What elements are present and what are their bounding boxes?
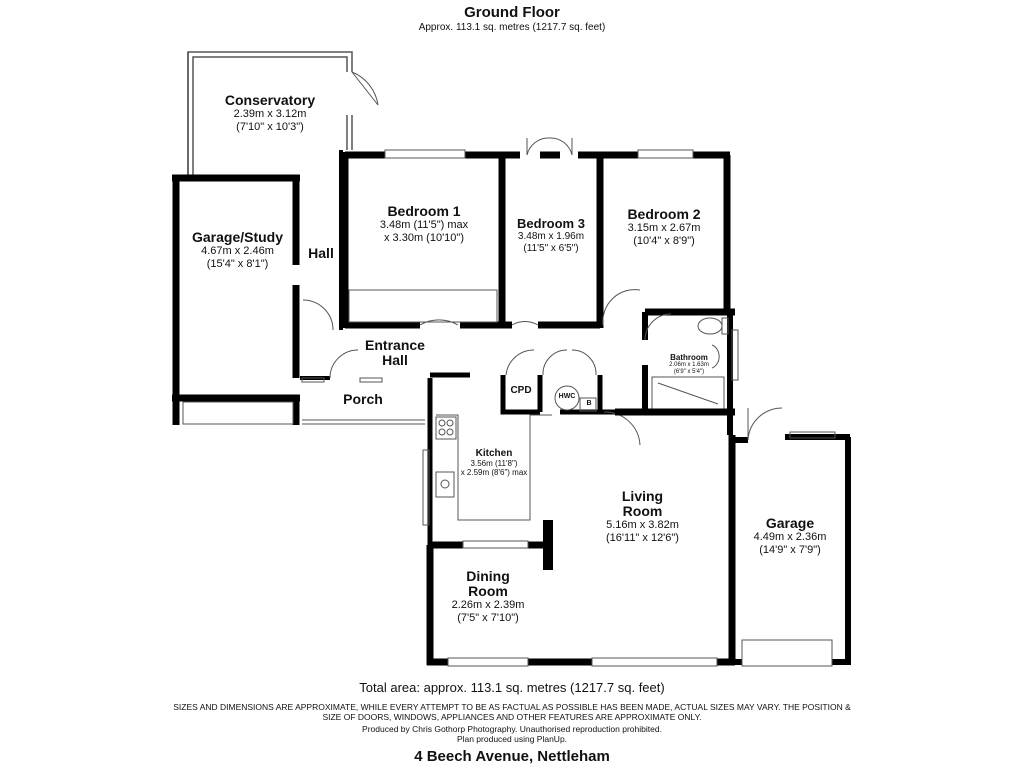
room-name: Bathroom — [670, 353, 708, 362]
room-dim-metric: 3.15m x 2.67m — [627, 222, 701, 234]
entrance-hall-label — [350, 338, 440, 368]
room-name-line1: Living — [621, 488, 664, 504]
garage-study-window — [183, 402, 293, 424]
room-dim-metric: 2.26m x 2.39m — [451, 599, 525, 611]
bedroom3-label — [505, 216, 597, 255]
room-name: Garage/Study — [191, 229, 284, 245]
cpd-label: CPD — [510, 385, 532, 396]
bathroom-label — [650, 353, 728, 376]
conservatory-door — [352, 72, 378, 105]
room-name: Bedroom 1 — [387, 203, 461, 219]
room-name-line1: Dining — [466, 568, 510, 584]
disclaimer: SIZES AND DIMENSIONS ARE APPROXIMATE, WHILE EVERY ATTEMPT TO BE AS FACTUAL AS POSSIBLE HAS BEEN MADE, ACTUAL SIZES MAY VARY. THE POSITION & SIZE OF DOORS, WINDOWS, APPLIANCES AND OTHER FEATURES ARE APPROXIMATE ONLY. — [173, 702, 851, 722]
hwc-label: HWC — [558, 393, 576, 400]
room-dim-imperial: (16'11" x 12'6") — [606, 532, 679, 544]
bedroom2-label — [603, 207, 725, 248]
plan-subtitle: Approx. 113.1 sq. metres (1217.7 sq. feet) — [418, 22, 606, 33]
room-name-line1: Entrance — [365, 337, 425, 353]
boiler-label: B — [586, 400, 592, 407]
room-dim-imperial: (10'4" x 8'9") — [633, 235, 695, 247]
room-dim-metric: 3.56m (11'8") — [470, 459, 518, 468]
room-name: Conservatory — [224, 92, 316, 108]
conservatory-label — [205, 93, 335, 134]
living-room-label — [580, 489, 705, 545]
room-dim-imperial: (14'9" x 7'9") — [759, 544, 821, 556]
porch-label: Porch — [343, 391, 383, 407]
room-name: Bedroom 3 — [517, 216, 585, 231]
hall-walls — [300, 150, 341, 378]
garage-label — [736, 516, 844, 557]
room-dim-metric: 4.49m x 2.36m — [753, 531, 827, 543]
property-address: 4 Beech Avenue, Nettleham — [414, 748, 610, 765]
bedroom1-label — [348, 204, 500, 245]
room-dim-metric: 3.48m x 1.96m — [517, 231, 585, 242]
room-name: Garage — [765, 515, 815, 531]
bedroom1-wardrobe — [349, 290, 497, 322]
room-dim-metric: 5.16m x 3.82m — [606, 519, 679, 531]
room-dim-metric: 2.39m x 3.12m — [233, 108, 307, 120]
room-dim-metric: 4.67m x 2.46m — [201, 245, 274, 257]
room-dim-imperial: (7'10" x 10'3") — [236, 121, 304, 133]
credit-producer: Produced by Chris Gothorp Photography. Unauthorised reproduction prohibited. — [362, 724, 662, 734]
room-name: Kitchen — [475, 448, 513, 459]
room-name-line2: Hall — [382, 352, 408, 368]
room-dim-metric: 3.48m (11'5") max — [379, 219, 469, 231]
room-name-line2: Room — [468, 583, 508, 599]
kitchen-label — [452, 448, 536, 477]
total-area: Total area: approx. 113.1 sq. metres (1217.7 sq. feet) — [359, 680, 665, 695]
dining-room-label — [432, 569, 544, 625]
credit-software: Plan produced using PlanUp. — [456, 734, 568, 744]
room-dim-imperial: (6'9" x 5'4") — [673, 369, 705, 375]
room-name-line2: Room — [622, 503, 663, 519]
garage-study-label — [180, 230, 295, 271]
room-dim-imperial: x 3.30m (10'10") — [384, 232, 464, 244]
garage-study-walls — [172, 178, 300, 425]
plan-title: Ground Floor — [464, 4, 560, 21]
room-dim-imperial: (15'4" x 8'1") — [206, 258, 269, 270]
room-dim-metric: 2.06m x 1.63m — [669, 362, 709, 368]
room-dim-imperial: (11'5" x 6'5") — [523, 243, 579, 254]
room-dim-imperial: x 2.59m (8'6") max — [460, 468, 528, 477]
hall-label: Hall — [308, 245, 334, 261]
bedroom-windows — [385, 150, 693, 158]
room-name: Bedroom 2 — [627, 206, 701, 222]
room-dim-imperial: (7'5" x 7'10") — [457, 612, 519, 624]
